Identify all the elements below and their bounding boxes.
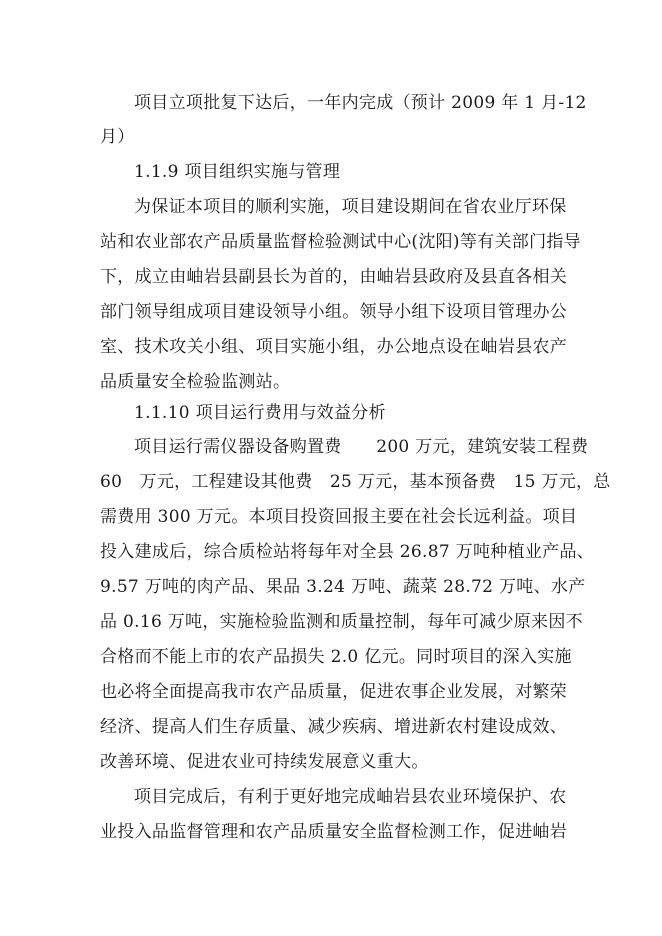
paragraph-line: 为保证本项目的顺利实施，项目建设期间在省农业厅环保: [134, 197, 567, 217]
section-heading: 1.1.10 项目运行费用与效益分析: [134, 403, 386, 423]
paragraph-line: 下，成立由岫岩县副县长为首的，由岫岩县政府及县直各相关: [100, 267, 568, 287]
paragraph-line: 合格而不能上市的农产品损失 2.0 亿元。同时项目的深入实施: [100, 647, 572, 667]
paragraph-line: 项目运行需仪器设备购置费 200 万元，建筑安装工程费: [134, 437, 589, 457]
paragraph-line: 部门领导组成项目建设领导小组。领导小组下设项目管理办公: [100, 302, 568, 322]
paragraph-line: 需费用 300 万元。本项目投资回报主要在社会长远利益。项目: [100, 507, 578, 527]
paragraph-line: 项目立项批复下达后，一年内完成（预计 2009 年 1 月-12: [134, 93, 587, 113]
section-heading: 1.1.9 项目组织实施与管理: [134, 162, 341, 182]
paragraph-line: 60 万元，工程建设其他费 25 万元，基本预备费 15 万元，总: [100, 472, 611, 492]
paragraph-line: 9.57 万吨的肉产品、果品 3.24 万吨、蔬菜 28.72 万吨、水产: [100, 577, 586, 597]
paragraph-line: 品 0.16 万吨，实施检验监测和质量控制，每年可减少原来因不: [100, 612, 583, 632]
paragraph-line: 站和农业部农产品质量监督检验测试中心(沈阳)等有关部门指导: [100, 232, 581, 252]
paragraph-line: 也必将全面提高我市农产品质量，促进农事企业发展，对繁荣: [100, 682, 568, 702]
paragraph-line: 经济、提高人们生存质量、减少疾病、增进新农村建设成效、: [100, 717, 568, 737]
paragraph-line: 投入建成后，综合质检站将每年对全县 26.87 万吨种植业产品、: [100, 542, 595, 562]
paragraph-line: 项目完成后，有利于更好地完成岫岩县农业环境保护、农: [134, 787, 567, 807]
paragraph-line: 业投入品监督管理和农产品质量安全监督检测工作，促进岫岩: [100, 822, 568, 842]
paragraph-line: 改善环境、促进农业可持续发展意义重大。: [100, 752, 429, 772]
paragraph-line: 室、技术攻关小组、项目实施小组，办公地点设在岫岩县农产: [100, 337, 568, 357]
paragraph-line: 月）: [100, 127, 135, 147]
paragraph-line: 品质量安全检验监测站。: [100, 372, 291, 392]
